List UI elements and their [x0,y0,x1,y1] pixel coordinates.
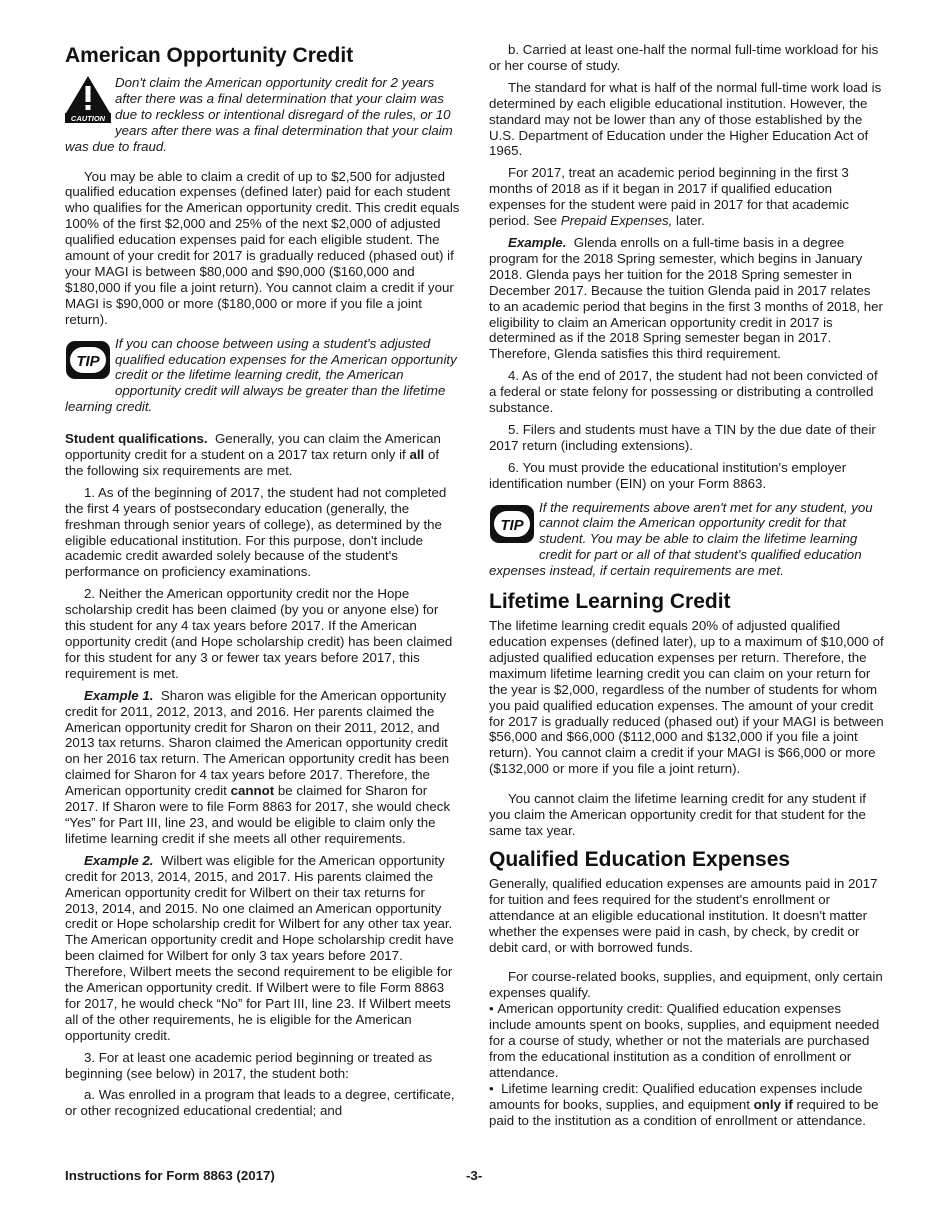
academic-period-text: For 2017, treat an academic period beginning in the first 3 months of 2018 as if it began in 2017 if qualified education expenses for the student were paid in 2017 for that academic period. See [489,165,849,229]
tip-text-requirements: If the requirements above aren't met for any student, you cannot claim the American opportunity credit for that student. You may be able to claim the lifetime learning credit for part or all of that student's qualified education expenses instead, if certain requirements are met. [489,499,873,579]
paragraph-lifetime-learning-exclusion: You cannot claim the lifetime learning credit for any student if you claim the American opportunity credit for that student for the same tax year. [489,791,866,838]
bullet-american-opportunity-text: American opportunity credit: Qualified education expenses include amounts spent on books, supplies, and equipment needed for a course of study, whether or not the materials are purchased from the educational institution as a condition of enrollment or attendance. [489,1001,880,1080]
example-1-text-end: be claimed for Sharon for 2017. If Sharon were to file Form 8863 for 2017, she would check “Yes” for Part III, line 23, and would be eligible to claim only the lifetime learning credit if she meets all other requirements. [65,783,451,846]
example-glenda [489,235,885,362]
section-heading-qualified-education-expenses: Qualified Education Expenses [489,847,791,871]
caution-icon [65,75,111,123]
requirement-4: 4. As of the end of 2017, the student had not been convicted of a federal or state felony for possessing or distributing a controlled substance. [489,368,878,416]
requirement-3a: a. Was enrolled in a program that leads to a degree, certificate, or other recognized educational credential; and [65,1087,455,1119]
caution-note [65,75,461,155]
example-label: Example. [508,234,567,250]
paragraph-student-qualifications [65,431,461,479]
paragraph-qualified-expenses: Generally, qualified education expenses are amounts paid in 2017 for tuition and fees required for the student's enrollment or attendance at an eligible educational institution. It doesn't matter whether the expenses were paid in cash, by check, by credit or debit card, or with borrowed funds. [489,875,878,955]
requirement-6: 6. You must provide the educational institution's employer identification number (EIN) on your Form 8863. [489,459,847,491]
prepaid-expenses-reference: Prepaid Expenses, [560,213,673,229]
paragraph-course-materials: For course-related books, supplies, and equipment, only certain expenses qualify. [489,969,883,1001]
tip-text: If you can choose between using a student's adjusted qualified education expenses for the American opportunity credit or the lifetime learning credit, the American opportunity credit will always be greater than the lifetime learning credit. [65,335,457,415]
bullet-lifetime-learning-text-end: required to be paid to the institution as a condition of enrollment or attendance. [489,1096,879,1128]
left-column [65,42,461,1125]
footer-page-number: -3- [466,1168,483,1183]
section-heading-lifetime-learning-credit: Lifetime Learning Credit [489,590,731,614]
emphasis-only-if: only if [753,1096,793,1112]
student-qualifications-text: Generally, you can claim the American opportunity credit for a student on a 2017 tax return only if [65,431,441,463]
bullet-lifetime-learning-text: Lifetime learning credit: Qualified education expenses include amounts for books, supplies, and equipment [489,1080,863,1112]
example-1 [65,688,461,847]
bullet-american-opportunity [489,1001,885,1081]
requirement-3b: b. Carried at least one-half the normal full-time workload for his or her course of study. [489,42,879,73]
student-qualifications-heading: Student qualifications. [65,431,208,447]
paragraph-half-workload-standard: The standard for what is half of the normal full-time work load is determined by each eligible educational institution. However, the standard may not be lower than any of those established by the U.S. Department of Education under the Higher Education Act of 1965. [489,79,882,159]
tip-label: TIP [500,516,524,534]
requirement-2: 2. Neither the American opportunity credit nor the Hope scholarship credit has been claimed (by you or anyone else) for this student for any 4 tax years before 2017. If the American opportunity credit (and Hope scholarship credit) has been claimed for this student for any 3 or fewer tax years before 2017, this requirement is met. [65,586,453,681]
example-text: Glenda enrolls on a full-time basis in a degree program for the 2018 Spring semester, which begins in January 2018. Glenda pays her tuition for the 2018 Spring semester in December 2017. Because the tuition Glenda paid in 2017 relates to an academic period that begins in the first 3 months of 2018, her eligibility to claim an American opportunity credit in 2017 is determined as if the 2018 Spring semester began in 2017. Therefore, Glenda satisfies this third requirement. [489,234,883,362]
tip-note-requirements [489,500,885,580]
right-column [489,42,885,1128]
paragraph-credit-amount: You may be able to claim a credit of up to $2,500 for adjusted qualified education expenses (defined later) paid for each student who qualifies for the American opportunity credit. This credit equals 100% of the first $2,000 and 25% of the next $2,000 of adjusted qualified education expenses paid for each eligible student. The amount of your credit for 2017 is gradually reduced (phased out) if your MAGI is between $80,000 and $90,000 ($160,000 and $180,000 if you file a joint return). You cannot claim a credit if your MAGI is $90,000 or more ($180,000 or more if you file a joint return). [65,168,460,327]
caution-label: CAUTION [70,114,106,123]
emphasis-cannot: cannot [230,783,275,799]
section-heading-american-opportunity-credit: American Opportunity Credit [65,44,354,67]
footer-form-title: Instructions for Form 8863 (2017) [65,1168,275,1183]
example-2-label: Example 2. [84,852,154,868]
example-2 [65,853,461,1044]
bullet-lifetime-learning [489,1081,885,1129]
tip-note [65,336,461,416]
tip-label: TIP [76,352,100,370]
example-1-text: Sharon was eligible for the American opportunity credit for 2011, 2012, 2013, and 2016. Her parents claimed the American opportunity credit for Sharon on their 2011, 2012, and 2013 tax returns. Sharon claimed the American opportunity credit on her 2016 tax return. The American opportunity credit has been claimed for Sharon for 4 tax years before 2017. Therefore, the American opportunity credit [65,687,450,799]
requirement-1: 1. As of the beginning of 2017, the student had not completed the first 4 years of postsecondary education (generally, the freshman through senior years of college), as determined by the eligible educational institution. For this purpose, don't include academic credit awarded solely because of the student's performance on proficiency examinations. [65,484,447,580]
tip-icon [489,504,535,544]
paragraph-lifetime-learning-amount: The lifetime learning credit equals 20% of adjusted qualified education expenses (defined later), up to a maximum of $10,000 of adjusted qualified education expenses per return. Therefore, the maximum lifetime learning credit you can claim on your return for the year is $2,000, regardless of the number of students for whom you paid qualified education expenses. The amount of your credit for 2017 is gradually reduced (phased out) if your MAGI is between $56,000 and $66,000 ($112,000 and $132,000 if you file a joint return). You cannot claim a credit if your MAGI is $66,000 or more ($132,000 or more if you file a joint return). [489,618,884,777]
example-2-text: Wilbert was eligible for the American opportunity credit for 2013, 2014, 2015, and 2017. His parents claimed the American opportunity credit for Wilbert on their tax returns for 2013, 2014, and 2015. No one claimed an American opportunity credit or Hope scholarship credit for Wilbert for any other tax year. The American opportunity credit and Hope scholarship credit have been claimed for Wilbert for only 3 tax years before 2017. Therefore, Wilbert meets the second requirement to be eligible for the American opportunity credit. If Wilbert were to file Form 8863 for 2017, he would check “No” for Part III, line 23. If Wilbert meets all of the other requirements, he is eligible for the American opportunity credit. [65,852,454,1043]
requirement-5: 5. Filers and students must have a TIN by the due date of their 2017 return (including extensions). [489,421,876,453]
student-qualifications-text-end: of the following six requirements are met. [65,447,440,478]
emphasis-all: all [409,447,425,463]
requirement-3: 3. For at least one academic period beginning or treated as beginning (see below) in 2017, the student both: [65,1049,433,1081]
paragraph-academic-period [489,165,885,229]
academic-period-text-end: later. [676,213,705,229]
example-1-label: Example 1. [84,687,154,703]
tip-icon [65,340,111,380]
caution-text: Don't claim the American opportunity credit for 2 years after there was a final determination that your claim was due to reckless or intentional disregard of the rules, or 10 years after there was a final determination that your claim was due to fraud. [65,75,453,154]
